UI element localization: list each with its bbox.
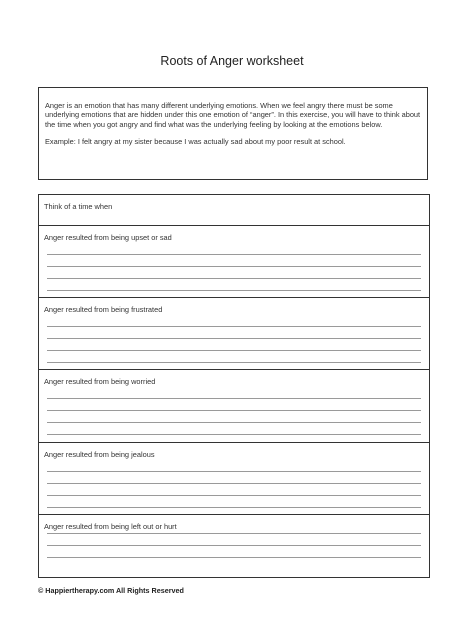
worksheet-title: Roots of Anger worksheet (160, 54, 304, 68)
answer-line[interactable] (47, 362, 421, 363)
answer-line[interactable] (47, 507, 421, 508)
section-label: Anger resulted from being worried (44, 377, 156, 386)
worksheet-table (38, 194, 430, 578)
answer-line[interactable] (47, 545, 421, 546)
section-label: Anger resulted from being upset or sad (44, 233, 172, 242)
section-label: Anger resulted from being jealous (44, 450, 155, 459)
instructions-box (38, 87, 428, 180)
answer-line[interactable] (47, 326, 421, 327)
answer-line[interactable] (47, 398, 421, 399)
answer-line[interactable] (47, 290, 421, 291)
section-frustrated (39, 298, 429, 370)
answer-line[interactable] (47, 410, 421, 411)
section-worried (39, 370, 429, 443)
answer-line[interactable] (47, 434, 421, 435)
answer-line[interactable] (47, 471, 421, 472)
answer-line[interactable] (47, 422, 421, 423)
section-left-out-hurt (39, 515, 429, 578)
prompt-row (39, 195, 429, 226)
answer-line[interactable] (47, 350, 421, 351)
answer-line[interactable] (47, 533, 421, 534)
example-text: Example: I felt angry at my sister because I was actually sad about my poor result at school. (45, 137, 346, 147)
answer-line[interactable] (47, 483, 421, 484)
section-jealous (39, 443, 429, 515)
prompt-label: Think of a time when (44, 202, 113, 211)
answer-line[interactable] (47, 338, 421, 339)
section-label: Anger resulted from being left out or hurt (44, 522, 177, 531)
instructions-paragraph: Anger is an emotion that has many different underlying emotions. When we feel angry there must be some underlying emotions that are hidden under this one emotion of “anger”. In this exercise, you will have to think about the time when you got angry and find what was the underlying feeling by looking at the emotions below. (45, 101, 421, 129)
answer-line[interactable] (47, 278, 421, 279)
section-upset-sad (39, 226, 429, 298)
section-label: Anger resulted from being frustrated (44, 305, 163, 314)
answer-line[interactable] (47, 254, 421, 255)
copyright-footer: © Happiertherapy.com All Rights Reserved (38, 586, 184, 595)
answer-line[interactable] (47, 557, 421, 558)
answer-line[interactable] (47, 495, 421, 496)
answer-line[interactable] (47, 266, 421, 267)
